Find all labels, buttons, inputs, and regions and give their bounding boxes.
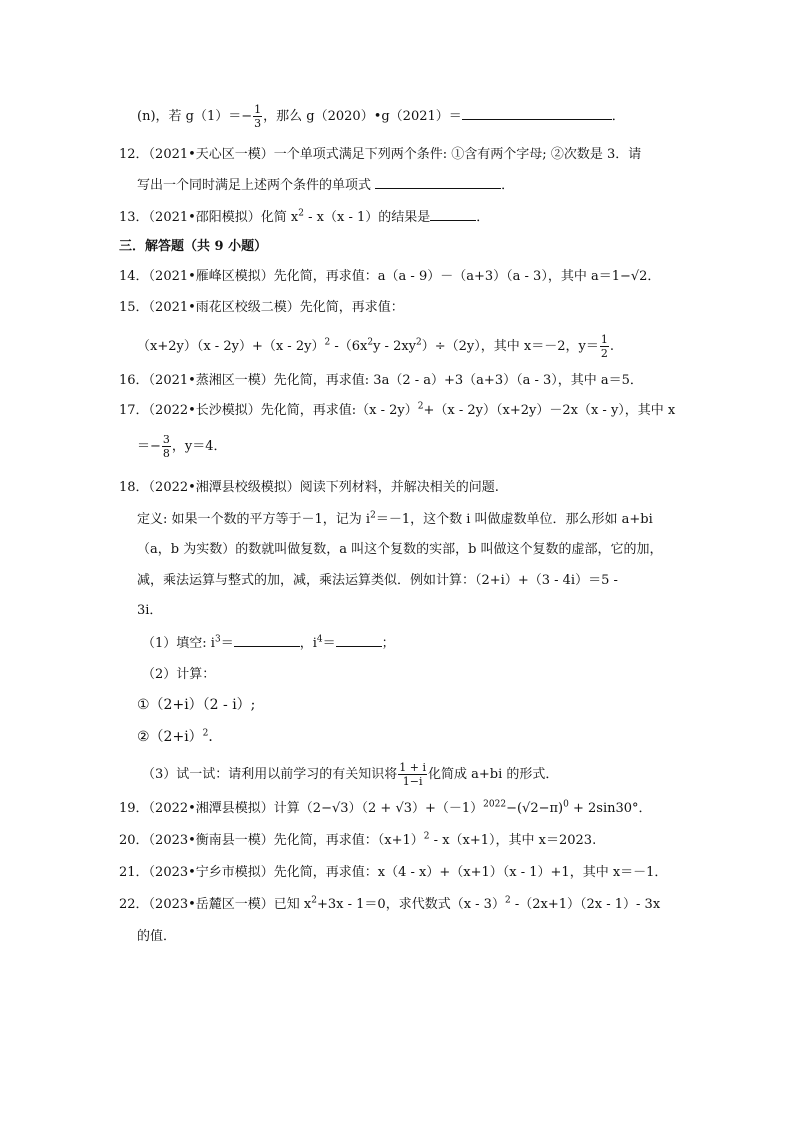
q22-line2: 的值． — [137, 929, 177, 944]
q14-line: 14．（2021•雁峰区模拟）先化简，再求值：a（a - 9）－（a+3）（a - 3），其中 a＝1−√2． — [119, 269, 661, 284]
q17-line2: ＝− $\frac{3}{8}$ ，y＝4． — [137, 433, 227, 460]
q16-line: 16．（2021•蒸湘区一模）先化简，再求值: 3a（2 - a）+3（a+3）（a - 3），其中 a＝5． — [119, 373, 643, 388]
q11-fraction: $\frac{1}{3}$ — [254, 103, 262, 130]
q18-definition-2: （a，b 为实数）的数就叫做复数，a 叫这个复数的实部，b 叫做这个复数的虚部，它的加， — [137, 542, 663, 557]
q18-title: 18．（2022•湘潭县校级模拟）阅读下列材料，并解决相关的问题. — [119, 480, 499, 495]
q21-line: 21．（2023•宁乡市模拟）先化简，再求值：x（4 - x）+（x+1）（x - 1）+1，其中 x＝－1． — [119, 865, 668, 880]
q17-fraction: $\frac{3}{8}$ — [162, 433, 170, 460]
q18-part2-item1: ①（2+i）（2 - i）; — [137, 697, 256, 713]
answer-blank[interactable] — [462, 107, 612, 120]
answer-blank[interactable] — [336, 634, 382, 647]
q18-definition-4: 3i． — [137, 603, 163, 618]
q18-definition-1: 定义: 如果一个数的平方等于－1，记为 $i^2=-1$，这个数 i 叫做虚数单位．那么形如 a+bi — [137, 510, 653, 527]
answer-blank[interactable] — [234, 634, 300, 647]
q20-line: 20．（2023•衡南县一模）先化简，再求值：$(x+1)^2 - x(x+1)$，其中 x＝2023. — [119, 831, 597, 848]
answer-blank[interactable] — [375, 176, 501, 189]
q13-line: 13．（2021•邵阳模拟）化简 $x^2 - x(x - 1)$的结果是 ． — [119, 208, 490, 225]
q15-line2: （x+2y）（x - 2y）+（x - 2y）$^2$ $-(6x^2y - 2xy^2)\div(2y)$，其中 x＝－2，y＝ $\frac{1}{2}$ . — [137, 333, 614, 360]
answer-blank[interactable] — [430, 208, 476, 221]
q12-line1: 12．（2021•天心区一模）一个单项式满足下列两个条件: ①含有两个字母; ②次数是 3．请 — [119, 147, 642, 162]
q18-part3: （3）试一试：请利用以前学习的有关知识将 $\frac{1 + i}{1-i}$ 化简成 a+bi 的形式． — [142, 761, 559, 788]
q12-line2: 写出一个同时满足上述两个条件的单项式 ． — [137, 178, 515, 193]
q18-part2: （2）计算： — [142, 667, 216, 682]
section-heading: 三．解答题（共 9 小题） — [119, 239, 268, 254]
q22-line1: 22．（2023•岳麓区一模）已知 $x^2+3x - 1=0$，求代数式（x - 3）$^2$ -（2x+1）（2x - 1）- 3x — [119, 895, 661, 912]
q19-line: 19．（2022•湘潭县模拟）计算$(2-√3)(2 + √3)+(-1)^{2022}-(√2-\pi)^0 + 2\sin 30^\circ$． — [119, 799, 652, 816]
q15-fraction: $\frac{1}{2}$ — [600, 333, 608, 360]
q18-fraction: $\frac{1 + i}{1-i}$ — [399, 761, 427, 788]
q11-line: (n)，若 g（1）＝− $\frac{1}{3}$ ，那么 g（2020）•g（2021）＝ ． — [137, 103, 625, 130]
q17-line1: 17．（2022•长沙模拟）先化简，再求值:（x - 2y）$^2$+（x - 2y）（x+2y）－2x（x - y），其中 x — [119, 401, 676, 418]
q18-part2-item2: $②(2+i)^2$． — [137, 728, 223, 745]
q15-line1: 15．（2021•雨花区校级二模）先化简，再求值： — [119, 300, 404, 315]
q18-part1: （1）填空: $i^3=$ ，$i^4=$ ； — [142, 634, 395, 651]
fraction-minus-sign: − — [241, 109, 253, 124]
q18-definition-3: 减，乘法运算与整式的加，减，乘法运算类似．例如计算：（2+i）+（3 - 4i）＝5 - — [137, 573, 618, 588]
